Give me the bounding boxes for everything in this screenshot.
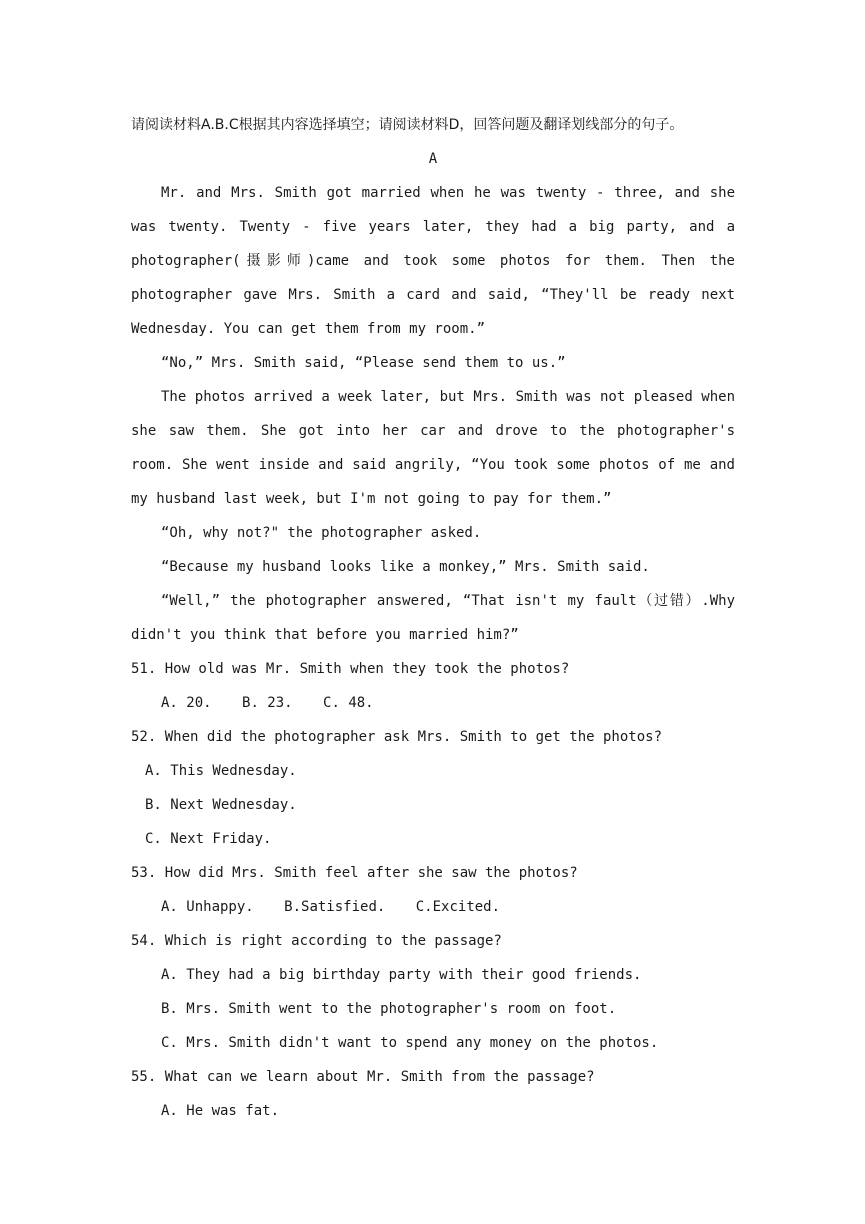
question-55 xyxy=(131,1060,735,1128)
passage-paragraph-1: Mr. and Mrs. Smith got married when he was twenty - three, and she was twenty. Twenty - five years later, they had a big party, and a photographer(摄影师)came and took some photos for them. Then the photographer gave Mrs. Smith a card and said, “They'll be ready next Wednesday. You can get them from my room.” xyxy=(131,185,735,337)
question-stem: 55. What can we learn about Mr. Smith from the passage? xyxy=(131,1069,595,1085)
option-b: B. Mrs. Smith went to the photographer's room on foot. xyxy=(161,1001,617,1017)
option-b: B. Next Wednesday. xyxy=(145,797,297,813)
passage-paragraph-4: “Oh, why not?" the photographer asked. xyxy=(161,525,482,541)
question-stem: 53. How did Mrs. Smith feel after she saw the photos? xyxy=(131,865,578,881)
option-c: C. 48. xyxy=(323,695,374,711)
option-a: A. Unhappy. xyxy=(161,899,254,915)
question-stem: 51. How old was Mr. Smith when they took the photos? xyxy=(131,661,570,677)
option-a: A. He was fat. xyxy=(161,1103,280,1119)
option-a: A. 20. xyxy=(161,695,212,711)
option-c: C. Mrs. Smith didn't want to spend any money on the photos. xyxy=(161,1035,659,1051)
option-c: C.Excited. xyxy=(415,899,501,915)
instruction-text: 请阅读材料A.B.C根据其内容选择填空；请阅读材料D，回答问题及翻译划线部分的句子。 xyxy=(131,117,684,133)
document-page xyxy=(131,108,735,1128)
question-51 xyxy=(131,652,735,720)
passage-paragraph-2: “No,” Mrs. Smith said, “Please send them to us.” xyxy=(161,355,566,371)
section-label: A xyxy=(428,151,438,167)
question-stem: 52. When did the photographer ask Mrs. Smith to get the photos? xyxy=(131,729,663,745)
passage-paragraph-3: The photos arrived a week later, but Mrs. Smith was not pleased when she saw them. She got into her car and drove to the photographer's room. She went inside and said angrily, “You took some photos of me and my husband last week, but I'm not going to pay for them.” xyxy=(131,389,735,507)
option-a: A. This Wednesday. xyxy=(145,763,297,779)
question-54 xyxy=(131,924,735,1060)
passage-paragraph-6: “Well,” the photographer answered, “That isn't my fault（过错）.Why didn't you think that before you married him?” xyxy=(131,593,735,643)
question-53 xyxy=(131,856,735,924)
passage-paragraph-5: “Because my husband looks like a monkey,” Mrs. Smith said. xyxy=(161,559,650,575)
option-b: B. 23. xyxy=(242,695,293,711)
question-stem: 54. Which is right according to the passage? xyxy=(131,933,502,949)
option-b: B.Satisfied. xyxy=(284,899,386,915)
passage xyxy=(131,176,735,652)
option-a: A. They had a big birthday party with their good friends. xyxy=(161,967,642,983)
option-row xyxy=(131,686,735,720)
question-52 xyxy=(131,720,735,856)
option-row xyxy=(131,890,735,924)
option-c: C. Next Friday. xyxy=(145,831,272,847)
